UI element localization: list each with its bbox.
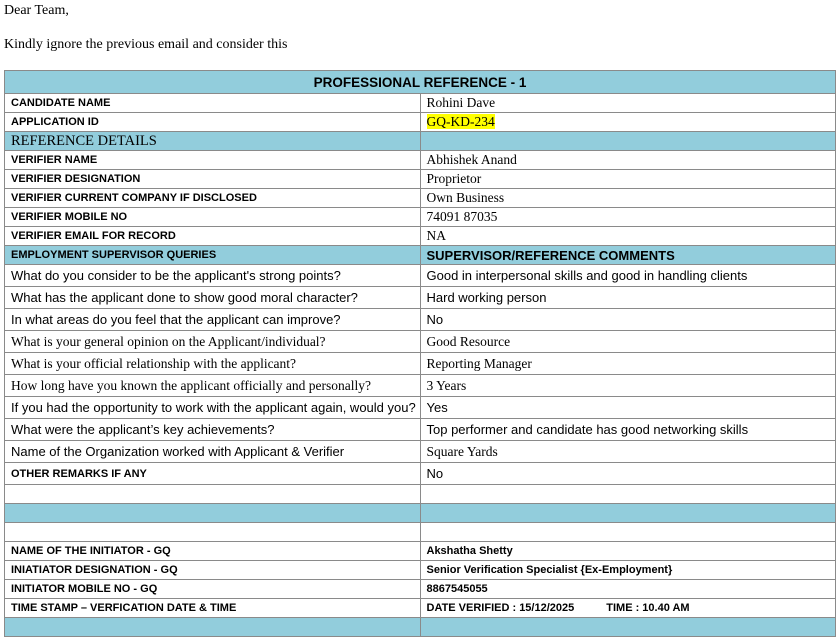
- email-message: Kindly ignore the previous email and consider this: [4, 37, 288, 52]
- other-remarks-value: No: [420, 463, 836, 485]
- initiator-name-label: NAME OF THE INITIATOR - GQ: [5, 542, 421, 561]
- question-row: [5, 441, 836, 463]
- question-text: If you had the opportunity to work with the applicant again, would you?: [5, 397, 421, 419]
- question-row: [5, 375, 836, 397]
- verifier-name-label: VERIFIER NAME: [5, 151, 421, 170]
- answer-text: Square Yards: [420, 441, 836, 463]
- answer-text: Top performer and candidate has good networking skills: [420, 419, 836, 441]
- section-divider: [5, 504, 421, 523]
- date-verified: DATE VERIFIED : 15/12/2025: [426, 602, 575, 614]
- email-greeting: Dear Team,: [4, 3, 69, 18]
- initiator-mobile-value: 8867545055: [420, 580, 836, 599]
- question-text: What is your official relationship with the applicant?: [5, 353, 421, 375]
- answer-text: Good Resource: [420, 331, 836, 353]
- verifier-company-label: VERIFIER CURRENT COMPANY IF DISCLOSED: [5, 189, 421, 208]
- footer-divider: [5, 618, 421, 637]
- timestamp-value: [420, 599, 836, 618]
- form-title: PROFESSIONAL REFERENCE - 1: [5, 71, 836, 94]
- initiator-designation-value: Senior Verification Specialist {Ex-Employment}: [420, 561, 836, 580]
- question-row: [5, 309, 836, 331]
- verifier-email-value: NA: [420, 227, 836, 246]
- reference-details-heading: REFERENCE DETAILS: [5, 132, 421, 151]
- question-row: [5, 419, 836, 441]
- verifier-email-label: VERIFIER EMAIL FOR RECORD: [5, 227, 421, 246]
- question-row: [5, 353, 836, 375]
- question-text: Name of the Organization worked with Applicant & Verifier: [5, 441, 421, 463]
- question-text: What is your general opinion on the Applicant/individual?: [5, 331, 421, 353]
- initiator-name-value: Akshatha Shetty: [420, 542, 836, 561]
- verifier-company-value: Own Business: [420, 189, 836, 208]
- candidate-name-value: Rohini Dave: [420, 94, 836, 113]
- answer-text: Reporting Manager: [420, 353, 836, 375]
- blank-cell: [5, 485, 421, 504]
- section-divider: [420, 504, 836, 523]
- answer-text: Hard working person: [420, 287, 836, 309]
- application-id-label: APPLICATION ID: [5, 113, 421, 132]
- answer-text: 3 Years: [420, 375, 836, 397]
- question-text: What do you consider to be the applicant's strong points?: [5, 265, 421, 287]
- question-row: [5, 397, 836, 419]
- verifier-designation-label: VERIFIER DESIGNATION: [5, 170, 421, 189]
- other-remarks-label: OTHER REMARKS IF ANY: [5, 463, 421, 485]
- blank-cell: [5, 523, 421, 542]
- timestamp-label: TIME STAMP – VERFICATION DATE & TIME: [5, 599, 421, 618]
- answer-text: Yes: [420, 397, 836, 419]
- question-text: What were the applicant’s key achievements?: [5, 419, 421, 441]
- question-row: [5, 265, 836, 287]
- queries-heading: EMPLOYMENT SUPERVISOR QUERIES: [5, 246, 421, 265]
- verifier-designation-value: Proprietor: [420, 170, 836, 189]
- answer-text: Good in interpersonal skills and good in handling clients: [420, 265, 836, 287]
- reference-details-heading-blank: [420, 132, 836, 151]
- blank-cell: [420, 523, 836, 542]
- verifier-mobile-value: 74091 87035: [420, 208, 836, 227]
- question-row: [5, 287, 836, 309]
- professional-reference-table: [4, 70, 836, 637]
- footer-divider: [420, 618, 836, 637]
- question-text: In what areas do you feel that the applicant can improve?: [5, 309, 421, 331]
- verifier-name-value: Abhishek Anand: [420, 151, 836, 170]
- time-verified: TIME : 10.40 AM: [606, 602, 690, 614]
- comments-heading: SUPERVISOR/REFERENCE COMMENTS: [420, 246, 836, 265]
- initiator-mobile-label: INITIATOR MOBILE NO - GQ: [5, 580, 421, 599]
- question-text: How long have you known the applicant officially and personally?: [5, 375, 421, 397]
- candidate-name-label: CANDIDATE NAME: [5, 94, 421, 113]
- answer-text: No: [420, 309, 836, 331]
- question-row: [5, 331, 836, 353]
- blank-cell: [420, 485, 836, 504]
- application-id-value: GQ-KD-234: [426, 114, 495, 129]
- verifier-mobile-label: VERIFIER MOBILE NO: [5, 208, 421, 227]
- question-text: What has the applicant done to show good moral character?: [5, 287, 421, 309]
- initiator-designation-label: INIATIATOR DESIGNATION - GQ: [5, 561, 421, 580]
